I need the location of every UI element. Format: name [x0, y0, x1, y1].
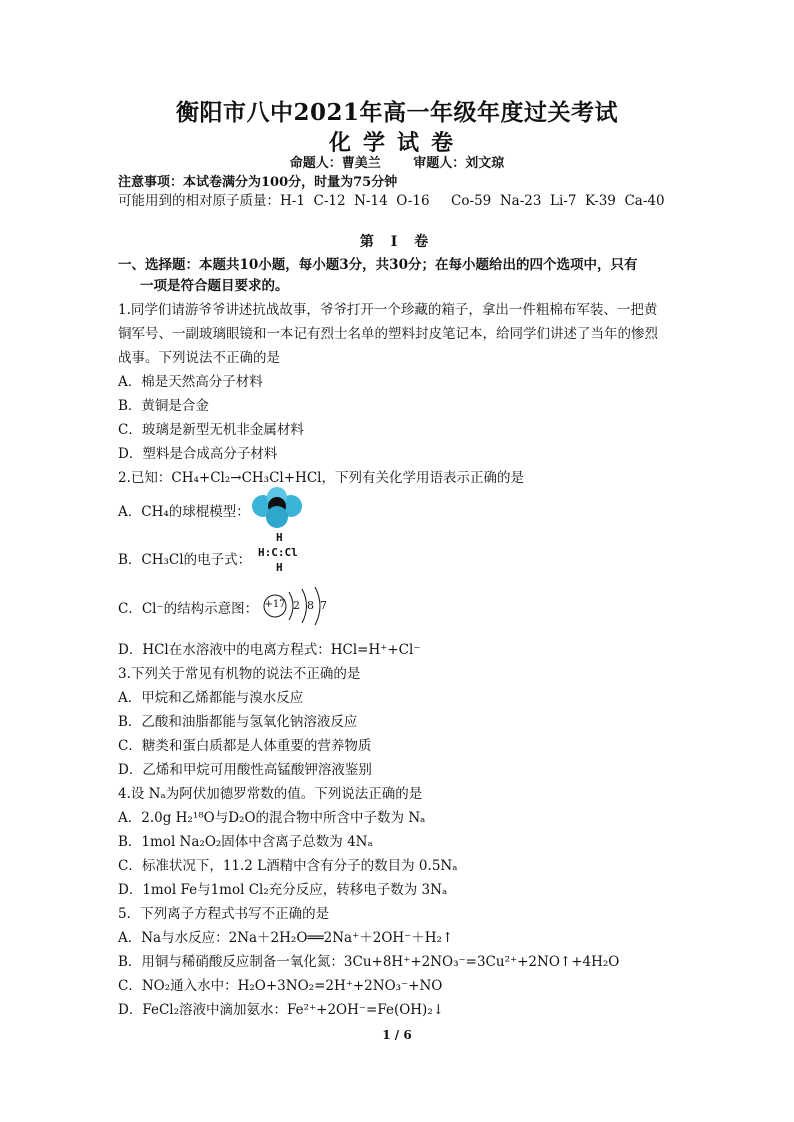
shell-arc-2: [302, 589, 307, 623]
exam-subtitle: 化学试卷: [328, 130, 465, 156]
exam-title: 衡阳市八中2021年高一年级年度过关考试: [175, 99, 618, 126]
q1-option-c: C．玻璃是新型无机非金属材料: [118, 422, 304, 438]
q1-stem-2: 铜军号、一副玻璃眼镜和一本记有烈士名单的塑料封皮笔记本，给同学们讲述了当年的惨烈: [118, 326, 658, 342]
q5-option-a: A．Na与水反应：2Na＋2H₂O══2Na⁺＋2OH⁻＋H₂↑: [118, 930, 454, 946]
lewis-bottom-h: H: [276, 561, 283, 574]
authors-line: [0, 152, 794, 171]
q4-stem: 4.设 Nₐ为阿伏加德罗常数的值。下列说法正确的是: [118, 786, 423, 802]
lewis-top-h: H: [276, 531, 283, 544]
q2-option-b: B．CH₃Cl的电子式：: [118, 552, 252, 568]
q2-stem: 2.已知：CH₄+Cl₂→CH₃Cl+HCl，下列有关化学用语表示正确的是: [118, 470, 524, 486]
lewis-middle: H:C:Cl: [258, 546, 298, 559]
q4-option-a: A．2.0g H₂¹⁸O与D₂O的混合物中所含中子数为 Nₐ: [118, 810, 426, 826]
q1-stem-1: 1.同学们请游爷爷讲述抗战故事，爷爷打开一个珍藏的箱子，拿出一件粗棉布军装、一把黄: [118, 302, 658, 318]
q2-option-a: A．CH₄的球棍模型：: [118, 504, 250, 520]
q4-option-d: D．1mol Fe与1mol Cl₂充分反应，转移电子数为 3Nₐ: [118, 882, 448, 898]
q4-option-c: C．标准状况下，11.2 L酒精中含有分子的数目为 0.5Nₐ: [118, 858, 458, 874]
atomic-masses: 可能用到的相对原子质量：H-1 C-12 N-14 O-16 Co-59 Na-23 Li-7 K-39 Ca-40: [118, 193, 665, 209]
q3-option-d: D．乙烯和甲烷可用酸性高锰酸钾溶液鉴别: [118, 762, 372, 778]
ball-bottom: [266, 506, 288, 528]
q4-option-b: B．1mol Na₂O₂固体中含离子总数为 4Nₐ: [118, 834, 373, 850]
shell-1-electrons: 2: [293, 599, 300, 612]
q5-option-d: D．FeCl₂溶液中滴加氨水：Fe²⁺+2OH⁻=Fe(OH)₂↓: [118, 1002, 445, 1018]
q1-option-b: B．黄铜是合金: [118, 398, 209, 414]
q1-option-d: D．塑料是合成高分子材料: [118, 446, 278, 462]
q2-option-d: D．HCl在水溶液中的电离方程式：HCl=H⁺+Cl⁻: [118, 642, 421, 658]
ch3cl-electron-formula: [258, 530, 318, 575]
q5-option-c: C．NO₂通入水中：H₂O+3NO₂=2H⁺+2NO₃⁻+NO: [118, 978, 443, 994]
q5-option-b: B．用铜与稀硝酸反应制备一氧化氮：3Cu+8H⁺+2NO₃⁻=3Cu²⁺+2NO↑+4H₂O: [118, 954, 620, 970]
q1-option-a: A．棉是天然高分子材料: [118, 374, 263, 390]
shell-2-electrons: 8: [307, 599, 314, 612]
instructions-line-2: 一项是符合题目要求的。: [140, 278, 289, 294]
q3-option-c: C．糖类和蛋白质都是人体重要的营养物质: [118, 738, 372, 754]
notice: 注意事项：本试卷满分为100分，时量为75分钟: [118, 175, 398, 190]
page-number: 1 / 6: [382, 1028, 412, 1042]
reviewer: 审题人：刘文琼: [413, 156, 505, 171]
shell-3-electrons: 7: [320, 599, 327, 612]
q3-option-b: B．乙酸和油脂都能与氢氧化钠溶液反应: [118, 714, 358, 730]
q3-option-a: A．甲烷和乙烯都能与溴水反应: [118, 690, 304, 706]
setter: 命题人：曹美兰: [289, 156, 381, 171]
instructions-line-1: 一、选择题：本题共10小题，每小题3分，共30分；在每小题给出的四个选项中，只有: [118, 257, 638, 273]
nucleus-label: +17: [264, 599, 286, 610]
q5-stem: 5．下列离子方程式书写不正确的是: [118, 906, 330, 922]
q1-stem-3: 战事。下列说法不正确的是: [118, 350, 280, 366]
methane-ball-model: [250, 486, 306, 530]
q3-stem: 3.下列关于常见有机物的说法不正确的是: [118, 666, 361, 682]
q2-option-c: C．Cl⁻的结构示意图：: [118, 601, 259, 617]
section-title: 第 I 卷: [359, 234, 435, 250]
